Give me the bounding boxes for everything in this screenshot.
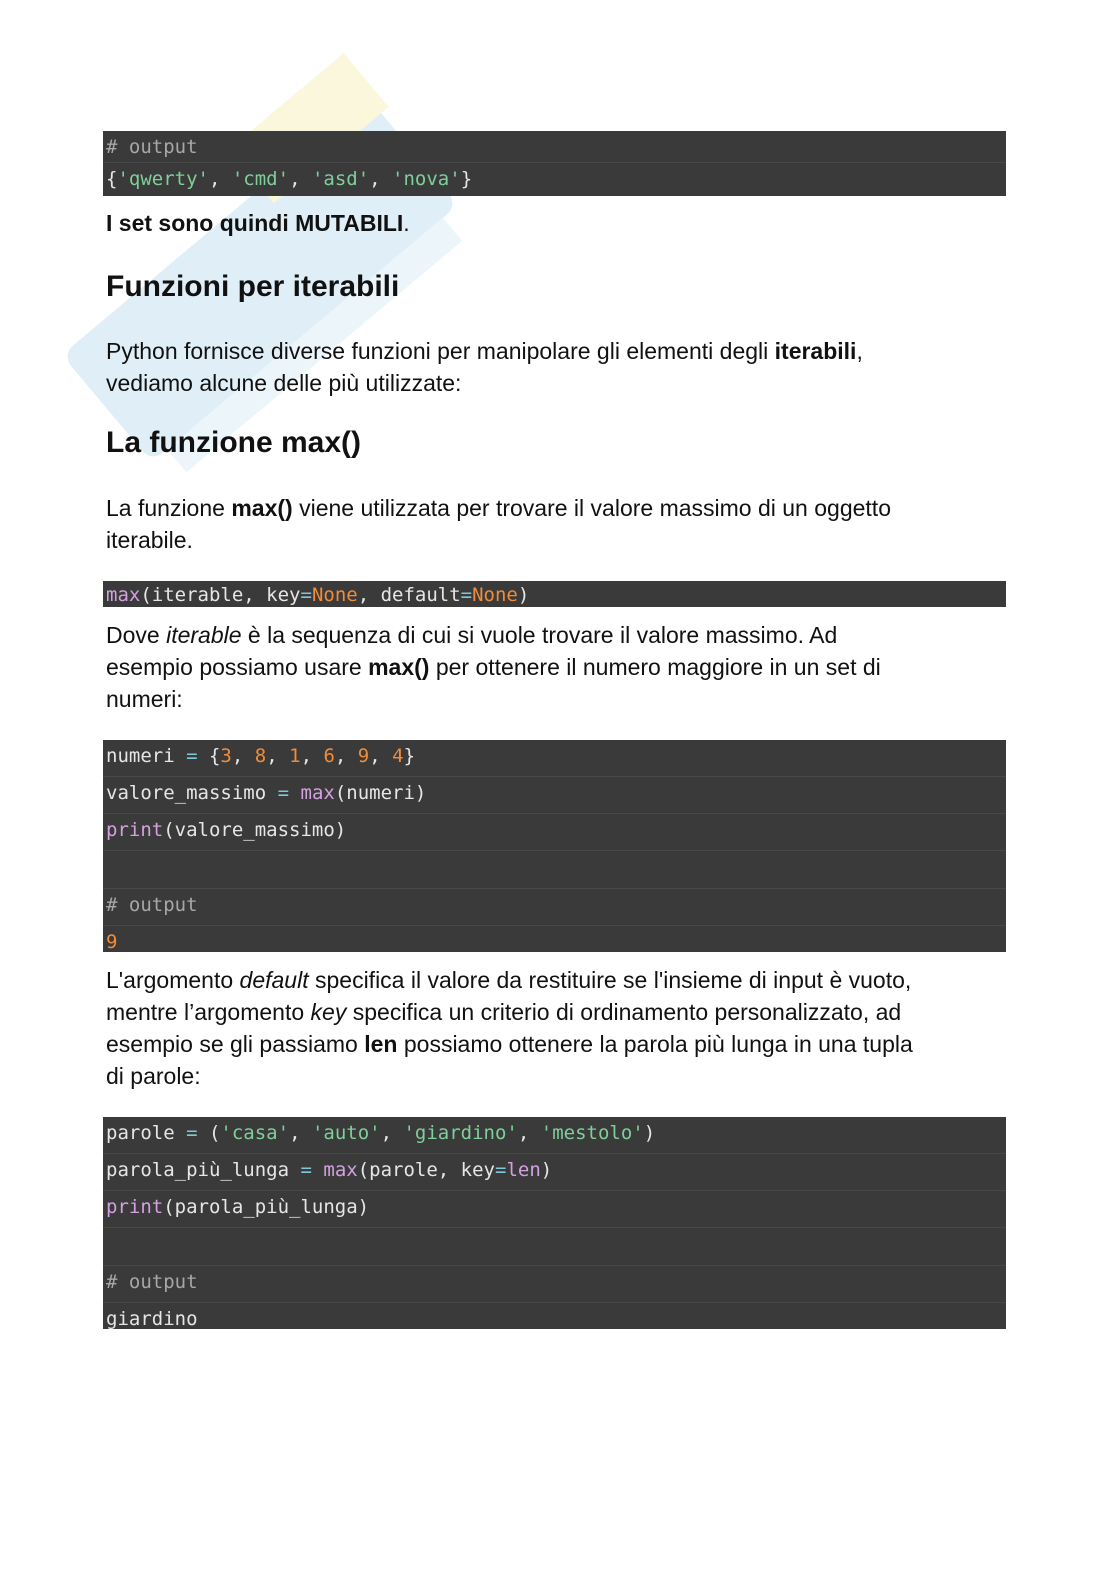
code-line <box>103 1303 1006 1329</box>
code-line <box>103 889 1006 926</box>
code-operator: = <box>300 1159 312 1181</box>
code-text: (parole, key <box>357 1159 495 1181</box>
text: numeri: <box>106 686 183 712</box>
text: esempio se gli passiamo <box>106 1031 365 1057</box>
code-string: 'cmd' <box>231 168 290 190</box>
code-line <box>103 581 1006 607</box>
text: La funzione <box>106 495 232 521</box>
code-text: ) <box>517 584 530 606</box>
italic-text: key <box>310 999 347 1025</box>
code-comment: # output <box>106 1271 198 1293</box>
code-line <box>103 163 1006 196</box>
text: iterabile. <box>106 527 193 553</box>
code-variable: numeri <box>106 745 187 767</box>
code-function: max <box>323 1159 358 1181</box>
code-line <box>103 131 1006 163</box>
code-string: 'qwerty' <box>117 168 209 190</box>
code-sep: , <box>289 1122 312 1144</box>
code-comment: # output <box>106 894 198 916</box>
code-output: giardino <box>106 1308 198 1330</box>
code-function: print <box>106 1196 164 1218</box>
bold-text: len <box>364 1031 398 1057</box>
code-sep: , <box>266 745 290 767</box>
code-text: (valore_massimo) <box>163 819 347 841</box>
code-brace: { <box>106 168 118 190</box>
paragraph-dove <box>106 619 1006 715</box>
code-line-empty <box>103 1228 1006 1266</box>
code-block-max-key-example <box>103 1117 1006 1329</box>
code-operator: = <box>300 584 312 606</box>
text: L'argomento <box>106 967 240 993</box>
code-text: (iterable, key <box>140 584 301 606</box>
text: , <box>856 338 863 364</box>
code-function: print <box>106 819 164 841</box>
code-brace: } <box>403 745 416 767</box>
code-sep: , <box>289 168 312 190</box>
code-operator: = <box>186 1122 198 1144</box>
code-line <box>103 777 1006 814</box>
text: di parole: <box>106 1063 201 1089</box>
code-number: 1 <box>289 745 301 767</box>
text: Dove <box>106 622 167 648</box>
code-operator: = <box>460 584 473 606</box>
code-paren: ) <box>643 1122 656 1144</box>
bold-text: I set sono quindi MUTABILI <box>106 210 404 236</box>
code-string: 'mestolo' <box>540 1122 644 1144</box>
code-string: 'giardino' <box>403 1122 518 1144</box>
code-brace: { <box>197 745 221 767</box>
paragraph-mutable <box>106 207 1006 239</box>
text: viene utilizzata per trovare il valore massimo di un oggetto <box>292 495 891 521</box>
code-line <box>103 814 1006 851</box>
code-sep: , <box>369 168 393 190</box>
code-paren: ( <box>197 1122 221 1144</box>
code-variable: parole <box>106 1122 187 1144</box>
code-line-empty <box>103 851 1006 889</box>
heading-iterable-functions: Funzioni per iterabili <box>106 270 400 303</box>
code-sep: , <box>517 1122 541 1144</box>
code-text: (parola_più_lunga) <box>163 1196 370 1218</box>
code-line <box>103 1154 1006 1191</box>
code-comment: # output <box>106 136 198 158</box>
paragraph-max <box>106 492 1006 556</box>
code-operator: = <box>494 1159 507 1181</box>
code-number: 9 <box>357 745 370 767</box>
code-variable: valore_massimo <box>106 782 278 804</box>
code-sep: , <box>231 745 255 767</box>
code-function: max <box>300 782 335 804</box>
paragraph-default-key <box>106 964 1006 1092</box>
code-function: len <box>506 1159 541 1181</box>
text: vediamo alcune delle più utilizzate: <box>106 370 462 396</box>
text: . <box>403 210 410 236</box>
code-line <box>103 1266 1006 1303</box>
code-block-output-set <box>103 131 1006 196</box>
bold-text: iterabili <box>774 338 857 364</box>
code-line <box>103 926 1006 952</box>
code-keyword: None <box>472 584 518 606</box>
text: possiamo ottenere la parola più lunga in una tupla <box>397 1031 913 1057</box>
code-number: 8 <box>254 745 267 767</box>
code-number: 6 <box>323 745 335 767</box>
code-output: 9 <box>106 931 118 953</box>
code-string: 'asd' <box>311 168 370 190</box>
code-function: max <box>106 584 141 606</box>
text: Python fornisce diverse funzioni per manipolare gli elementi degli <box>106 338 775 364</box>
code-sep: , <box>369 745 393 767</box>
code-text: (numeri) <box>334 782 427 804</box>
code-block-signature <box>103 581 1006 607</box>
code-text: , default <box>357 584 461 606</box>
text: esempio possiamo usare <box>106 654 369 680</box>
italic-text: default <box>239 967 309 993</box>
code-number: 3 <box>220 745 232 767</box>
italic-text: iterable <box>166 622 242 648</box>
code-variable: parola_più_lunga <box>106 1159 301 1181</box>
text: mentre l’argomento <box>106 999 311 1025</box>
code-brace: } <box>460 168 473 190</box>
code-block-max-example <box>103 740 1006 952</box>
code-paren: ) <box>540 1159 553 1181</box>
code-string: 'auto' <box>311 1122 381 1144</box>
code-sep: , <box>300 745 324 767</box>
code-sep: , <box>334 745 358 767</box>
text: è la sequenza di cui si vuole trovare il valore massimo. Ad <box>241 622 838 648</box>
code-sep: , <box>380 1122 404 1144</box>
code-string: 'nova' <box>392 168 461 190</box>
bold-text: max() <box>231 495 293 521</box>
text: per ottenere il numero maggiore in un set di <box>429 654 881 680</box>
code-sep: , <box>208 168 232 190</box>
bold-text: max() <box>368 654 430 680</box>
code-keyword: None <box>311 584 358 606</box>
paragraph-iterables <box>106 335 1006 399</box>
heading-max-function: La funzione max() <box>106 426 362 459</box>
code-line <box>103 1117 1006 1154</box>
code-line <box>103 740 1006 777</box>
code-operator: = <box>277 782 290 804</box>
code-number: 4 <box>392 745 404 767</box>
code-operator: = <box>186 745 198 767</box>
text: specifica un criterio di ordinamento personalizzato, ad <box>346 999 902 1025</box>
text: specifica il valore da restituire se l'insieme di input è vuoto, <box>308 967 912 993</box>
code-string: 'casa' <box>220 1122 290 1144</box>
code-line <box>103 1191 1006 1228</box>
